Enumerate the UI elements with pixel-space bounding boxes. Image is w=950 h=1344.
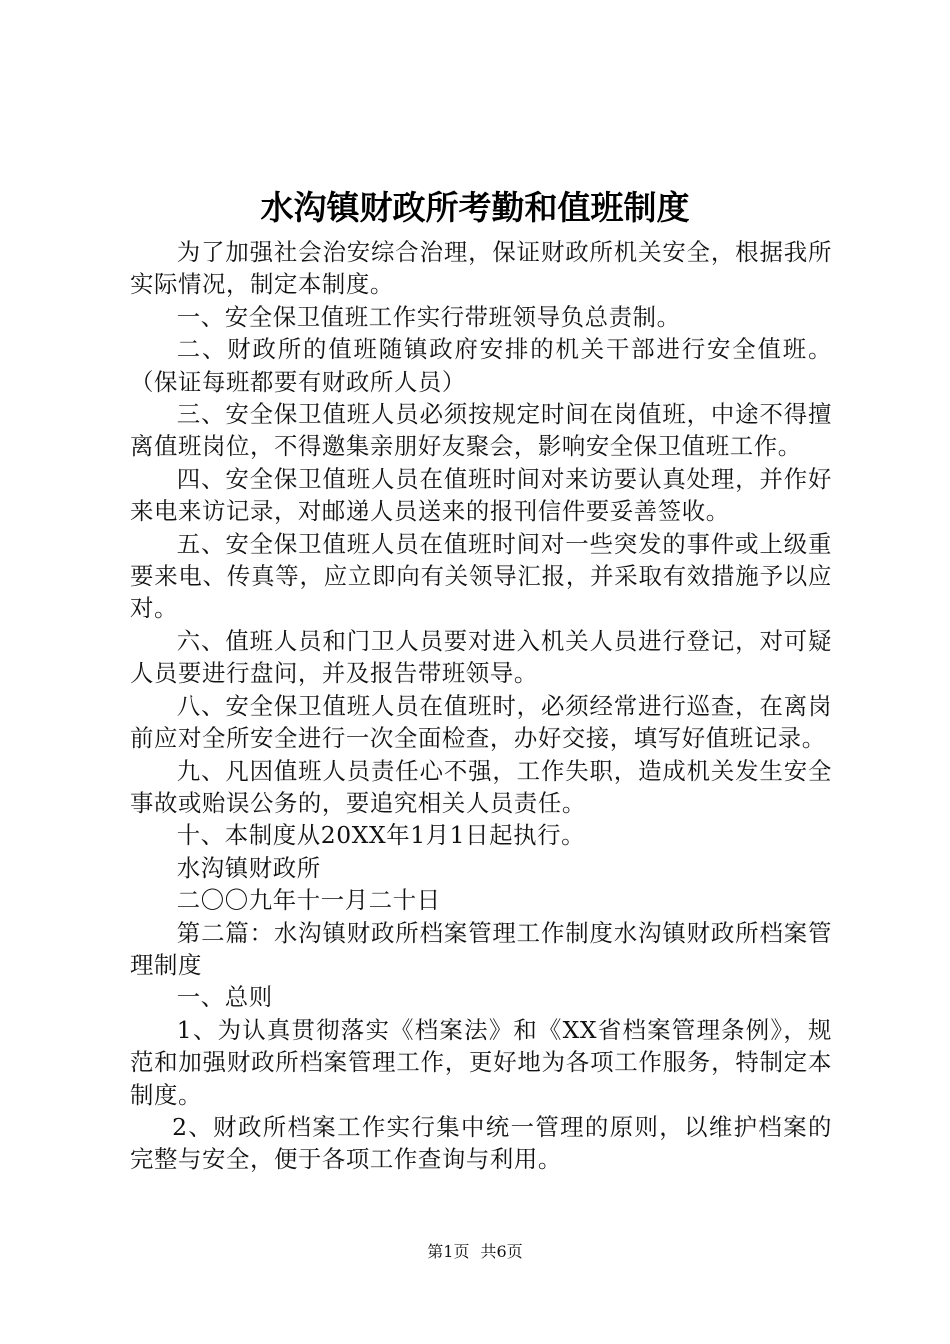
paragraph-item-4: 四、安全保卫值班人员在值班时间对来访要认真处理，并作好来电来访记录，对邮递人员送来的报刊信件要妥善签收。 — [130, 464, 832, 526]
paragraph-intro: 为了加强社会治安综合治理，保证财政所机关安全，根据我所实际情况，制定本制度。 — [130, 238, 832, 299]
page-number: 第1页 — [427, 1242, 470, 1261]
paragraph-item-1: 一、安全保卫值班工作实行带班领导负总责制。 — [176, 302, 681, 331]
section-two-heading: 第二篇：水沟镇财政所档案管理工作制度水沟镇财政所档案管理制度 — [130, 918, 832, 979]
paragraph-item-8: 八、安全保卫值班人员在值班时，必须经常进行巡查，在离岗前应对全所安全进行一次全面检查，办好交接，填写好值班记录。 — [130, 691, 832, 753]
paragraph-item-2: 二、财政所的值班随镇政府安排的机关干部进行安全值班。（保证每班都要有财政所人员） — [130, 335, 832, 396]
signature-organization: 水沟镇财政所 — [176, 853, 321, 882]
paragraph-general-2: 2、财政所档案工作实行集中统一管理的原则，以维护档案的完整与安全，便于各项工作查询与利用。 — [130, 1112, 832, 1174]
signature-date: 二〇〇九年十一月二十日 — [176, 886, 441, 915]
section-general-heading: 一、总则 — [176, 983, 273, 1012]
page-total: 共6页 — [480, 1242, 523, 1261]
document-title: 水沟镇财政所考勤和值班制度 — [260, 188, 690, 227]
paragraph-item-5: 五、安全保卫值班人员在值班时间对一些突发的事件或上级重要来电、传真等，应立即向有关领导汇报，并采取有效措施予以应对。 — [130, 529, 832, 623]
paragraph-general-1: 1、为认真贯彻落实《档案法》和《XX省档案管理条例》，规范和加强财政所档案管理工作，更好地为各项工作服务，特制定本制度。 — [130, 1015, 832, 1109]
document-body — [130, 236, 832, 1176]
paragraph-item-6: 六、值班人员和门卫人员要对进入机关人员进行登记，对可疑人员要进行盘问，并及报告带班领导。 — [130, 626, 832, 688]
paragraph-item-10: 十、本制度从20XX年1月1日起执行。 — [176, 821, 586, 850]
paragraph-item-9: 九、凡因值班人员责任心不强，工作失职，造成机关发生安全事故或贻误公务的，要追究相关人员责任。 — [130, 756, 832, 817]
paragraph-item-3: 三、安全保卫值班人员必须按规定时间在岗值班，中途不得擅离值班岗位，不得邀集亲朋好友聚会，影响安全保卫值班工作。 — [130, 400, 832, 461]
page-footer — [0, 1241, 950, 1263]
